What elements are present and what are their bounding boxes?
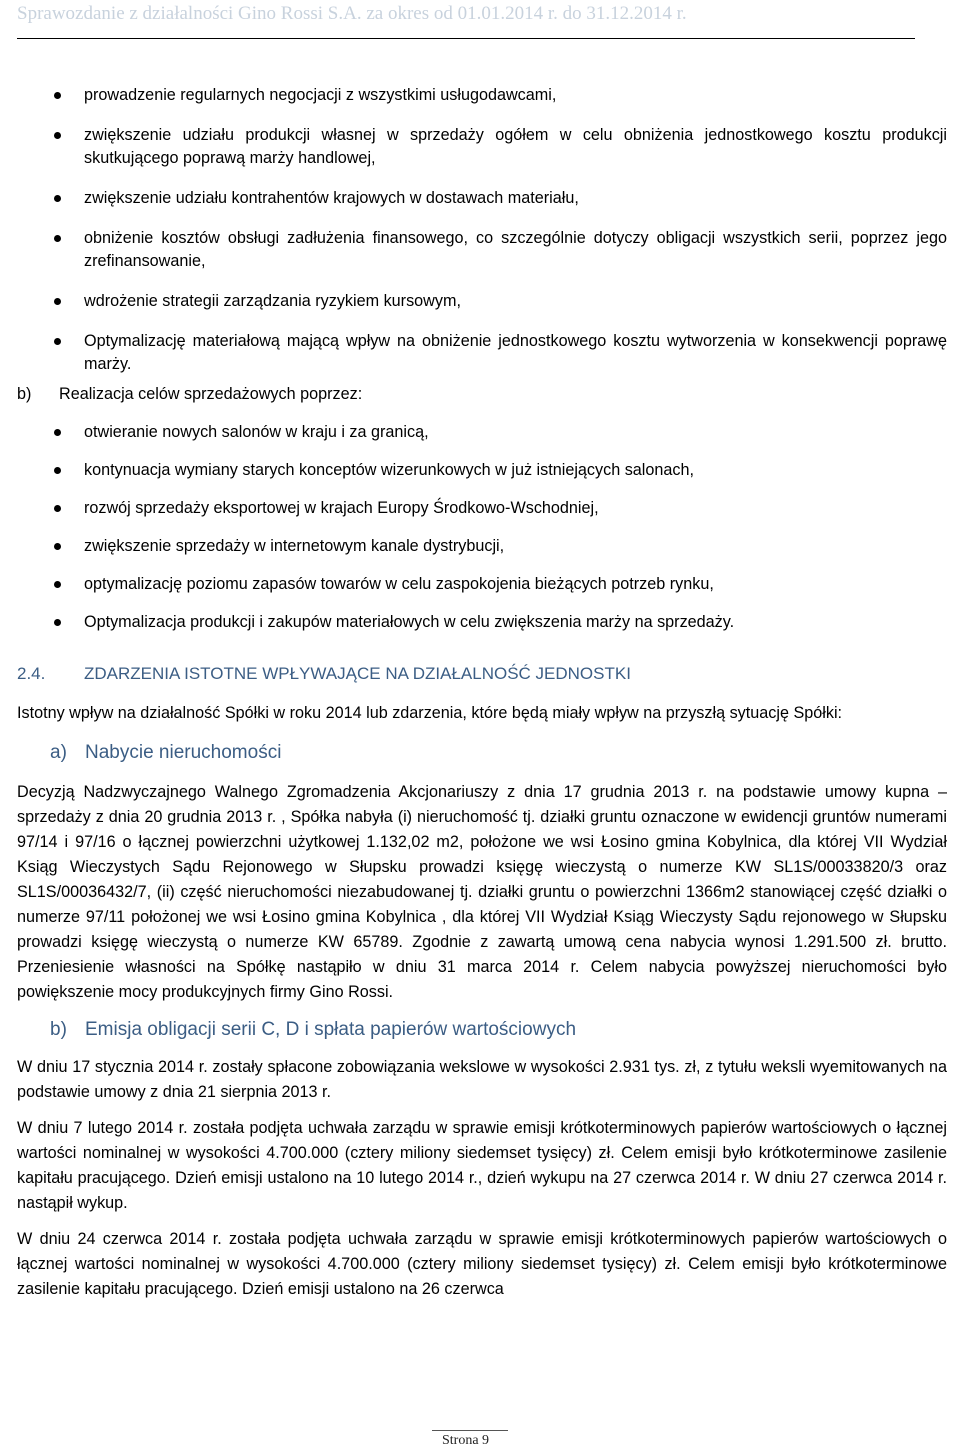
bonds-paragraph: W dniu 7 lutego 2014 r. została podjęta uchwała zarządu w sprawie emisji krótkoterminowych papierów wartościowych o łącznej wartości nominalnej w wysokości 4.700.000 (cztery miliony siedemset tysięcy) zł. Celem emisji było krótkoterminowe zasilenie kapitału pracującego. Dzień emisji ustalono na 10 lutego 2014 r., dzień wykupu na 27 czerwca 2014 r. W dniu 27 czerwca 2014 r. nastąpił wykup. (17, 1119, 947, 1212)
section-intro: Istotny wpływ na działalność Spółki w roku 2014 lub zdarzenia, które będą miały wpływ na przyszłą sytuację Spółki: (17, 704, 843, 722)
subsection-letter: a) (50, 742, 67, 763)
sales-goals-label: Realizacja celów sprzedażowych poprzez: (59, 385, 363, 403)
subsection-letter: b) (50, 1019, 67, 1040)
sales-goals-letter: b) (17, 385, 32, 403)
list-item: kontynuacja wymiany starych konceptów wizerunkowych w już istniejących salonach, (17, 459, 947, 482)
bonds-paragraph: W dniu 17 stycznia 2014 r. zostały spłacone zobowiązania wekslowe w wysokości 2.931 tys. zł, z tytułu weksli wyemitowanych na podstawie umowy z dnia 21 sierpnia 2013 r. (17, 1058, 947, 1101)
list-item: rozwój sprzedaży eksportowej w krajach Europy Środkowo-Wschodniej, (17, 497, 947, 520)
list-item: otwieranie nowych salonów w kraju i za granicą, (17, 421, 947, 444)
list-item: optymalizację poziomu zapasów towarów w celu zaspokojenia bieżących potrzeb rynku, (17, 573, 947, 596)
property-paragraph: Decyzją Nadzwyczajnego Walnego Zgromadzenia Akcjonariuszy z dnia 17 grudnia 2013 r. na podstawie umowy kupna –sprzedaży z dnia 20 grudnia 2013 r. , Spółka nabyła (i) nieruchomość tj. działki gruntu oznaczone w ewidencji gruntów numerami 97/14 i 97/16 o łącznej powierzchni użytkowej 1.132,02 m2, położone we wsi Łosino gmina Kobylnica, dla której VII Wydział Ksiąg Wieczystych Sądu Rejonowego w Słupsku prowadzi księgę wieczystą o numerze KW SL1S/00033820/3 oraz SL1S/00036432/7, (ii) część nieruchomości niezabudowanej tj. działki gruntu o powierzchni 1366m2 stanowiącej część działki o numerze 97/11 położonej we wsi Łosino gmina Kobylnica , dla której VII Wydział Ksiąg Wieczysty Sądu rejonowego w Słupsku prowadzi księgę wieczystą o numerze KW 65789. Zgodnie z zawartą umową cena nabycia wynosi 1.291.500 zł. brutto. Przeniesienie własności na Spółkę nastąpiło w dniu 31 marca 2014 r. Celem nabycia powyższej nieruchomości było powiększenie mocy produkcyjnych firmy Gino Rossi. (17, 783, 947, 1001)
subsection-heading-bonds (50, 1017, 947, 1043)
list-item: Optymalizację materiałową mającą wpływ na obniżenie jednostkowego kosztu wytworzenia w konsekwencji poprawę marży. (17, 330, 947, 376)
goals-sales-list (17, 421, 947, 634)
page-header-title: Sprawozdanie z działalności Gino Rossi S.A. za okres od 01.01.2014 r. do 31.12.2014 r. (17, 3, 687, 24)
list-item: Optymalizacja produkcji i zakupów materiałowych w celu zwiększenia marży na sprzedaży. (17, 611, 947, 634)
subsection-title: Emisja obligacji serii C, D i spłata papierów wartościowych (85, 1019, 577, 1040)
list-item: zwiększenie sprzedaży w internetowym kanale dystrybucji, (17, 535, 947, 558)
footer-divider (432, 1430, 508, 1431)
header-divider (17, 38, 915, 39)
list-item: zwiększenie udziału produkcji własnej w sprzedaży ogółem w celu obniżenia jednostkowego kosztu produkcji skutkującego poprawą marży handlowej, (17, 124, 947, 170)
goals-cost-list (17, 84, 947, 376)
subsection-heading-property (50, 740, 947, 766)
list-item: prowadzenie regularnych negocjacji z wszystkimi usługodawcami, (17, 84, 947, 107)
bonds-paragraph: W dniu 24 czerwca 2014 r. została podjęta uchwała zarządu w sprawie emisji krótkoterminowych papierów wartościowych o łącznej wartości nominalnej w wysokości 4.700.000 (cztery miliony siedemset tysięcy) zł. Celem emisji było krótkoterminowe zasilenie kapitału pracującego. Dzień emisji ustalono na 26 czerwca (17, 1230, 947, 1298)
page-content (17, 84, 947, 1302)
section-title: ZDARZENIA ISTOTNE WPŁYWAJĄCE NA DZIAŁALNOŚĆ JEDNOSTKI (84, 664, 631, 683)
page-number: Strona 9 (442, 1433, 490, 1448)
subsection-title: Nabycie nieruchomości (85, 742, 282, 763)
section-heading (17, 662, 947, 685)
list-item: obniżenie kosztów obsługi zadłużenia finansowego, co szczególnie dotyczy obligacji wszystkich serii, poprzez jego zrefinansowanie, (17, 227, 947, 273)
section-number: 2.4. (17, 664, 46, 683)
sales-goals-heading (17, 383, 947, 406)
list-item: zwiększenie udziału kontrahentów krajowych w dostawach materiału, (17, 187, 947, 210)
list-item: wdrożenie strategii zarządzania ryzykiem kursowym, (17, 290, 947, 313)
